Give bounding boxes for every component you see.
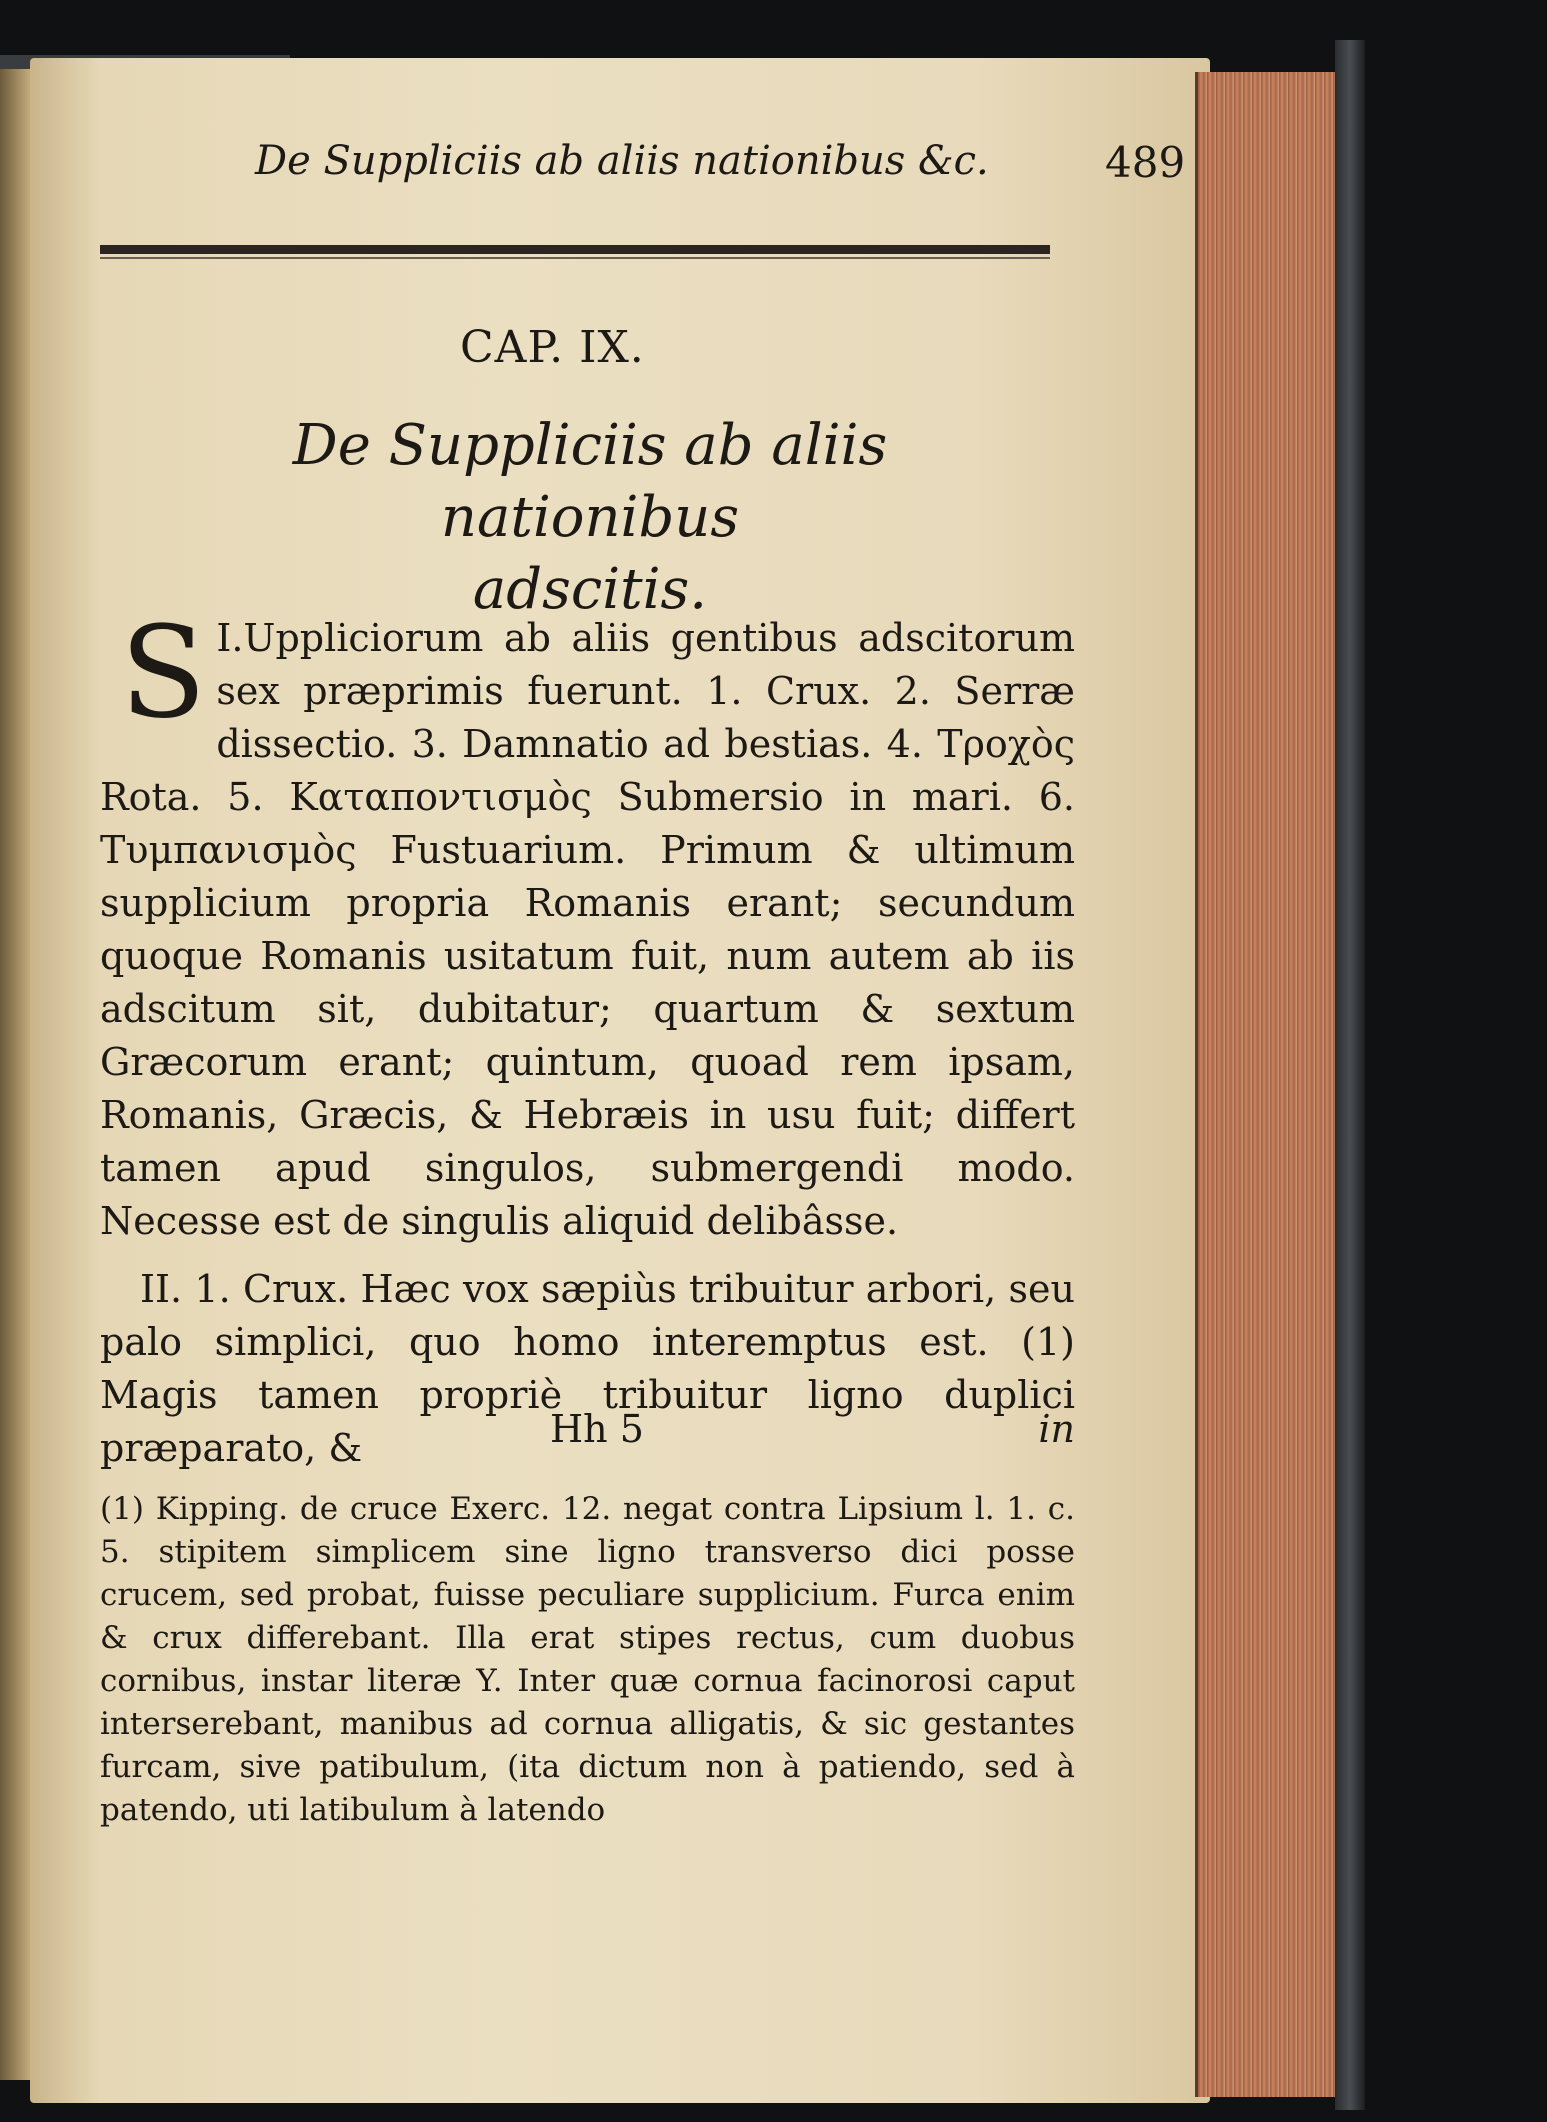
page-content	[100, 0, 1186, 2122]
paragraph-2-text: Crux. Hæc vox sæpiùs tribuitur arbori, seu palo simplici, quo homo interemptus est. (1) Magis tamen propriè tribuitur ligno duplici præparato, &	[100, 1267, 1075, 1470]
body-text	[100, 599, 1075, 1490]
chapter-title-line2: adscitis.	[472, 557, 708, 622]
paragraph-2-label: II. 1.	[140, 1267, 231, 1311]
catchword: in	[1038, 1407, 1075, 1451]
book-cover	[1335, 40, 1365, 2110]
chapter-title	[200, 410, 980, 626]
paragraph-1-text: Uppliciorum ab aliis gentibus adscitorum sex præprimis fuerunt. 1. Crux. 2. Serræ dissectio. 3. Damnatio ad bestias. 4. Τροχὸς Rota. 5. Καταποντισμὸς Submersio in mari. 6. Τυμπανισμὸς Fustuarium. Primum & ultimum supplicium propria Romanis erant; secundum quoque Romanis usitatum fuit, num autem ab iis adscitum sit, dubitatur; quartum & sextum Græcorum erant; quintum, quoad rem ipsam, Romanis, Græcis, & Hebræis in usu fuit; differt tamen apud singulos, submergendi modo. Necesse est de singulis aliquid delibâsse.	[100, 616, 1075, 1243]
page-number: 489	[1105, 138, 1186, 187]
page-edges	[1195, 72, 1338, 2097]
header-rule	[100, 245, 1050, 254]
signature-mark: Hh 5	[550, 1407, 644, 1451]
chapter-title-line1: De Suppliciis ab aliis nationibus	[292, 413, 888, 550]
running-head	[255, 138, 1186, 198]
running-head-title: De Suppliciis ab aliis nationibus &c.	[255, 138, 989, 184]
header-rule-thin	[100, 257, 1050, 259]
footnote: (1) Kipping. de cruce Exerc. 12. negat contra Lipsium l. 1. c. 5. stipitem simplicem sine ligno transverso dici posse crucem, sed probat, fuisse peculiare supplicium. Furca enim & crux differebant. Illa erat stipes rectus, cum duobus cornibus, instar literæ Y. Inter quæ cornua facinorosi caput interserebant, manibus ad cornua alligatis, & sic gestantes furcam, sive patibulum, (ita dictum non à patiendo, sed à patendo, uti latibulum à latendo	[100, 1491, 1075, 1828]
chapter-number: CAP. IX.	[460, 322, 645, 373]
drop-cap: S	[120, 599, 207, 746]
paragraph-1-label: I.	[216, 616, 244, 660]
paragraph-1	[100, 599, 1075, 1248]
